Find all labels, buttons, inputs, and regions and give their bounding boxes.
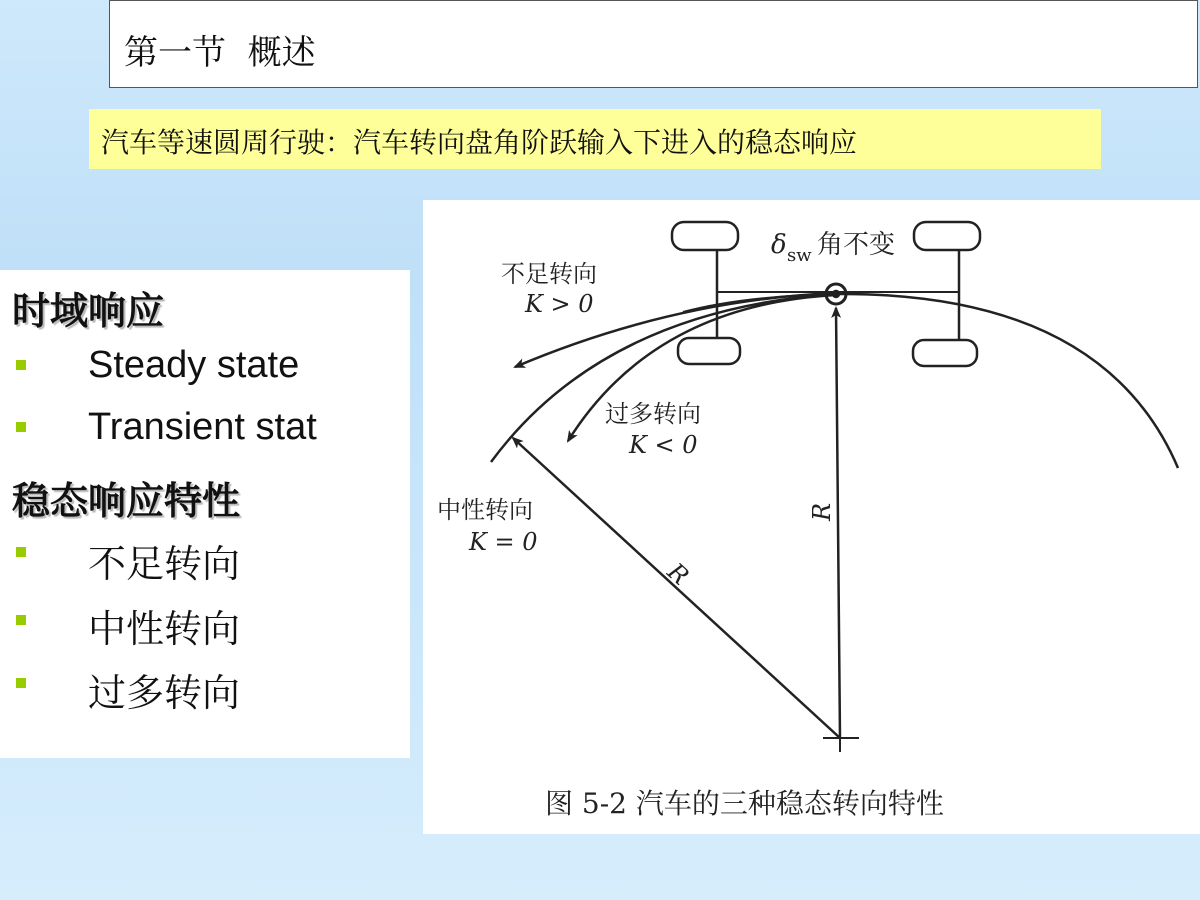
- vertical-radius: [836, 308, 840, 738]
- oversteer-k-label: K < 0: [629, 431, 698, 459]
- rear-left-wheel: [678, 338, 740, 364]
- list-item-neutral: 中性转向: [88, 607, 241, 651]
- bullet-panel: [0, 270, 410, 758]
- vertical-radius-label: R: [808, 502, 837, 522]
- heading-time-domain: 时域响应: [12, 288, 165, 333]
- subtitle-text: 汽车等速圆周行驶：汽车转向盘角阶跃输入下进入的稳态响应: [101, 126, 858, 159]
- bullet-square-icon: [16, 678, 26, 688]
- heading-steady-response: 稳态响应特性: [12, 478, 241, 523]
- neutral-path: [491, 290, 1178, 468]
- oversteer-label: 过多转向: [605, 400, 701, 428]
- list-item-oversteer: 过多转向: [88, 671, 241, 715]
- delta-symbol: δ: [771, 230, 787, 260]
- rear-right-wheel: [913, 340, 977, 366]
- understeer-label: 不足转向: [501, 260, 597, 288]
- title-box: [109, 0, 1198, 88]
- list-item-understeer: 不足转向: [88, 542, 241, 586]
- bullet-square-icon: [16, 422, 26, 432]
- bullet-square-icon: [16, 547, 26, 557]
- subtitle-highlight: [89, 109, 1101, 169]
- neutral-k-label: K = 0: [469, 528, 538, 556]
- steering-diagram: [423, 200, 1200, 834]
- neutral-label: 中性转向: [437, 496, 533, 524]
- understeer-k-label: K > 0: [525, 290, 594, 318]
- list-item-steady-state: Steady state: [88, 344, 300, 386]
- list-item-transient: Transient stat: [88, 406, 317, 448]
- bullet-square-icon: [16, 615, 26, 625]
- front-right-wheel: [914, 222, 980, 250]
- figure-caption: 图 5-2 汽车的三种稳态转向特性: [545, 787, 944, 820]
- delta-unchanged-label: 角不变: [817, 230, 896, 260]
- diagonal-radius-label: R: [661, 557, 695, 591]
- delta-subscript: sw: [787, 245, 812, 266]
- page-title: 第一节 概述: [124, 33, 316, 73]
- front-left-wheel: [672, 222, 738, 250]
- bullet-square-icon: [16, 360, 26, 370]
